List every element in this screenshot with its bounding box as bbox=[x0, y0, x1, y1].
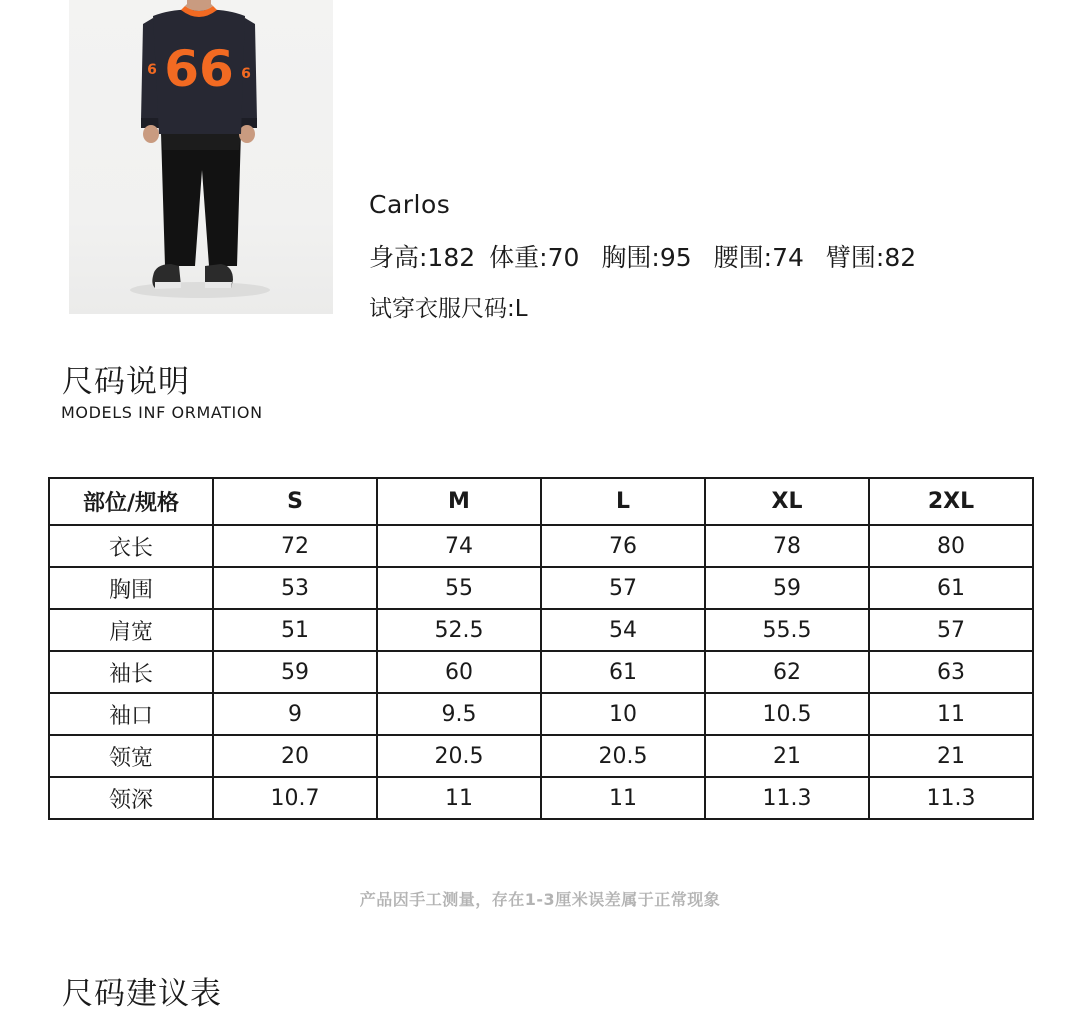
table-cell: 61 bbox=[541, 651, 705, 693]
row-label: 衣长 bbox=[49, 525, 213, 567]
model-name: Carlos bbox=[369, 190, 451, 219]
table-cell: 10 bbox=[541, 693, 705, 735]
header-cell-xl: XL bbox=[705, 478, 869, 525]
jersey-number: 66 bbox=[164, 40, 234, 98]
table-cell: 57 bbox=[869, 609, 1033, 651]
right-sleeve-number: 6 bbox=[241, 66, 251, 82]
size-suggestion-title: 尺码建议表 bbox=[62, 976, 222, 1012]
table-cell: 76 bbox=[541, 525, 705, 567]
table-row bbox=[49, 525, 1033, 567]
model-height: 身高:182 bbox=[369, 243, 476, 272]
row-label: 袖口 bbox=[49, 693, 213, 735]
table-cell: 59 bbox=[705, 567, 869, 609]
table-cell: 74 bbox=[377, 525, 541, 567]
row-label: 肩宽 bbox=[49, 609, 213, 651]
table-cell: 20.5 bbox=[377, 735, 541, 777]
model-weight: 体重:70 bbox=[489, 243, 580, 272]
table-row bbox=[49, 693, 1033, 735]
table-cell: 78 bbox=[705, 525, 869, 567]
table-cell: 72 bbox=[213, 525, 377, 567]
size-section-subtitle: MODELS INF ORMATION bbox=[61, 403, 263, 422]
table-cell: 11.3 bbox=[705, 777, 869, 819]
row-label: 领深 bbox=[49, 777, 213, 819]
header-cell-l: L bbox=[541, 478, 705, 525]
table-row bbox=[49, 735, 1033, 777]
table-cell: 63 bbox=[869, 651, 1033, 693]
table-cell: 11 bbox=[377, 777, 541, 819]
table-cell: 20 bbox=[213, 735, 377, 777]
table-cell: 9 bbox=[213, 693, 377, 735]
table-cell: 60 bbox=[377, 651, 541, 693]
model-figure bbox=[69, 0, 333, 314]
table-row bbox=[49, 567, 1033, 609]
model-stats bbox=[369, 238, 930, 274]
table-cell: 20.5 bbox=[541, 735, 705, 777]
table-cell: 21 bbox=[869, 735, 1033, 777]
header-cell-m: M bbox=[377, 478, 541, 525]
table-cell: 55 bbox=[377, 567, 541, 609]
header-cell-part: 部位/规格 bbox=[49, 478, 213, 525]
header-cell-2xl: 2XL bbox=[869, 478, 1033, 525]
table-row bbox=[49, 777, 1033, 819]
table-cell: 10.7 bbox=[213, 777, 377, 819]
model-fit-size: 试穿衣服尺码:L bbox=[369, 296, 528, 322]
row-label: 胸围 bbox=[49, 567, 213, 609]
table-cell: 62 bbox=[705, 651, 869, 693]
table-cell: 9.5 bbox=[377, 693, 541, 735]
left-sleeve-number: 6 bbox=[147, 62, 157, 78]
table-header-row bbox=[49, 478, 1033, 525]
table-cell: 80 bbox=[869, 525, 1033, 567]
size-section-title: 尺码说明 bbox=[62, 364, 190, 400]
row-label: 袖长 bbox=[49, 651, 213, 693]
model-arm: 臂围:82 bbox=[825, 243, 917, 272]
table-cell: 11.3 bbox=[869, 777, 1033, 819]
measurement-note: 产品因手工测量，存在1-3厘米误差属于正常现象 bbox=[359, 890, 721, 909]
table-cell: 52.5 bbox=[377, 609, 541, 651]
table-row bbox=[49, 651, 1033, 693]
table-cell: 21 bbox=[705, 735, 869, 777]
table-cell: 11 bbox=[869, 693, 1033, 735]
table-cell: 57 bbox=[541, 567, 705, 609]
table-cell: 55.5 bbox=[705, 609, 869, 651]
size-table bbox=[48, 477, 1034, 820]
table-cell: 10.5 bbox=[705, 693, 869, 735]
model-photo bbox=[69, 0, 333, 314]
row-label: 领宽 bbox=[49, 735, 213, 777]
model-chest: 胸围:95 bbox=[601, 243, 692, 272]
table-cell: 11 bbox=[541, 777, 705, 819]
table-row bbox=[49, 609, 1033, 651]
table-cell: 54 bbox=[541, 609, 705, 651]
table-cell: 59 bbox=[213, 651, 377, 693]
header-cell-s: S bbox=[213, 478, 377, 525]
table-cell: 51 bbox=[213, 609, 377, 651]
model-waist: 腰围:74 bbox=[713, 243, 804, 272]
table-cell: 61 bbox=[869, 567, 1033, 609]
table-cell: 53 bbox=[213, 567, 377, 609]
